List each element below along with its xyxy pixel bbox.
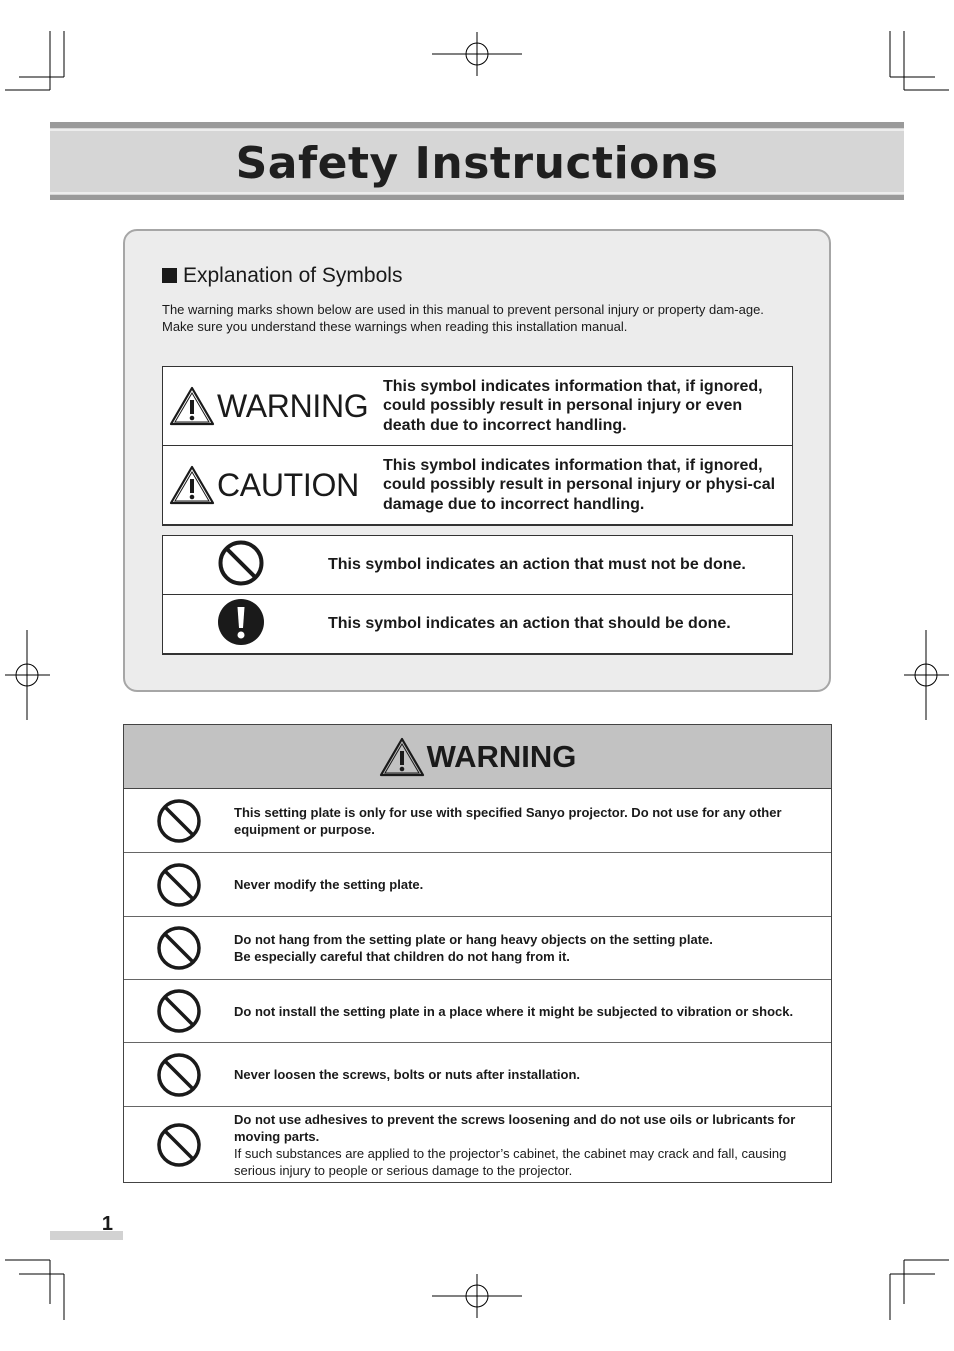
- explanation-intro: The warning marks shown below are used in this manual to prevent personal injury or property dam-age. Make sure you understand these warnings when reading this installation manual.: [162, 302, 764, 334]
- warning-triangle-icon: [169, 386, 215, 426]
- warning-item-text: Do not use adhesives to prevent the screws loosening and do not use oils or lubricants for moving parts.: [234, 1111, 796, 1144]
- signal-row-warning: [163, 367, 793, 446]
- page-number: 1: [101, 1213, 113, 1235]
- warning-item-text: Never loosen the screws, bolts or nuts after installation.: [234, 1067, 581, 1082]
- warning-panel: [123, 724, 832, 1183]
- warning-signal-word: WARNING: [217, 387, 369, 424]
- square-bullet-icon: [162, 268, 177, 283]
- warning-panel-title: WARNING: [426, 738, 577, 774]
- prohibited-description: This symbol indicates an action that must not be done.: [318, 536, 793, 595]
- prohibited-icon: [217, 539, 265, 587]
- warning-item-text: This setting plate is only for use with specified Sanyo projector. Do not use for any other equipment or purpose.: [234, 804, 782, 837]
- title-band: [50, 122, 904, 200]
- prohibited-icon: [156, 862, 202, 908]
- warning-item-text: Do not hang from the setting plate or hang heavy objects on the setting plate.: [234, 932, 713, 947]
- page-number-tab: [50, 1213, 123, 1240]
- warning-item: [124, 1107, 831, 1182]
- warning-item: [124, 789, 831, 853]
- action-row-prohibited: [163, 536, 793, 595]
- action-row-mandatory: [163, 595, 793, 655]
- warning-description: This symbol indicates information that, if ignored, could possibly result in personal injury or even death due to incorrect handling.: [377, 367, 793, 446]
- mandatory-description: This symbol indicates an action that should be done.: [318, 595, 793, 655]
- prohibited-icon: [156, 988, 202, 1034]
- warning-item-text: Never modify the setting plate.: [234, 877, 424, 892]
- prohibited-icon: [156, 925, 202, 971]
- warning-panel-header: [124, 725, 831, 789]
- signal-row-caution: [163, 446, 793, 526]
- warning-item-text-2: Be especially careful that children do not hang from it.: [234, 949, 570, 964]
- warning-item: [124, 853, 831, 917]
- warning-item: [124, 1043, 831, 1107]
- prohibited-icon: [156, 1122, 202, 1168]
- page-title: Safety Instructions: [235, 138, 719, 189]
- action-symbol-table: [162, 535, 793, 655]
- warning-item: [124, 980, 831, 1043]
- caution-signal-word: CAUTION: [217, 466, 359, 503]
- caution-description: This symbol indicates information that, if ignored, could possibly result in personal injury or physi-cal damage due to incorrect handling.: [377, 446, 793, 526]
- warning-item: [124, 917, 831, 980]
- mandatory-exclamation-icon: [217, 598, 265, 646]
- warning-item-text: Do not install the setting plate in a place where it might be subjected to vibration or shock.: [234, 1003, 794, 1019]
- warning-triangle-icon: [379, 737, 425, 777]
- signal-word-table: [162, 366, 793, 526]
- warning-item-note: If such substances are applied to the projector’s cabinet, the cabinet may crack and fall, causing serious injury to people or serious damage to the projector.: [234, 1145, 787, 1178]
- prohibited-icon: [156, 798, 202, 844]
- warning-triangle-icon: [169, 465, 215, 505]
- prohibited-icon: [156, 1052, 202, 1098]
- explanation-heading: Explanation of Symbols: [162, 264, 402, 288]
